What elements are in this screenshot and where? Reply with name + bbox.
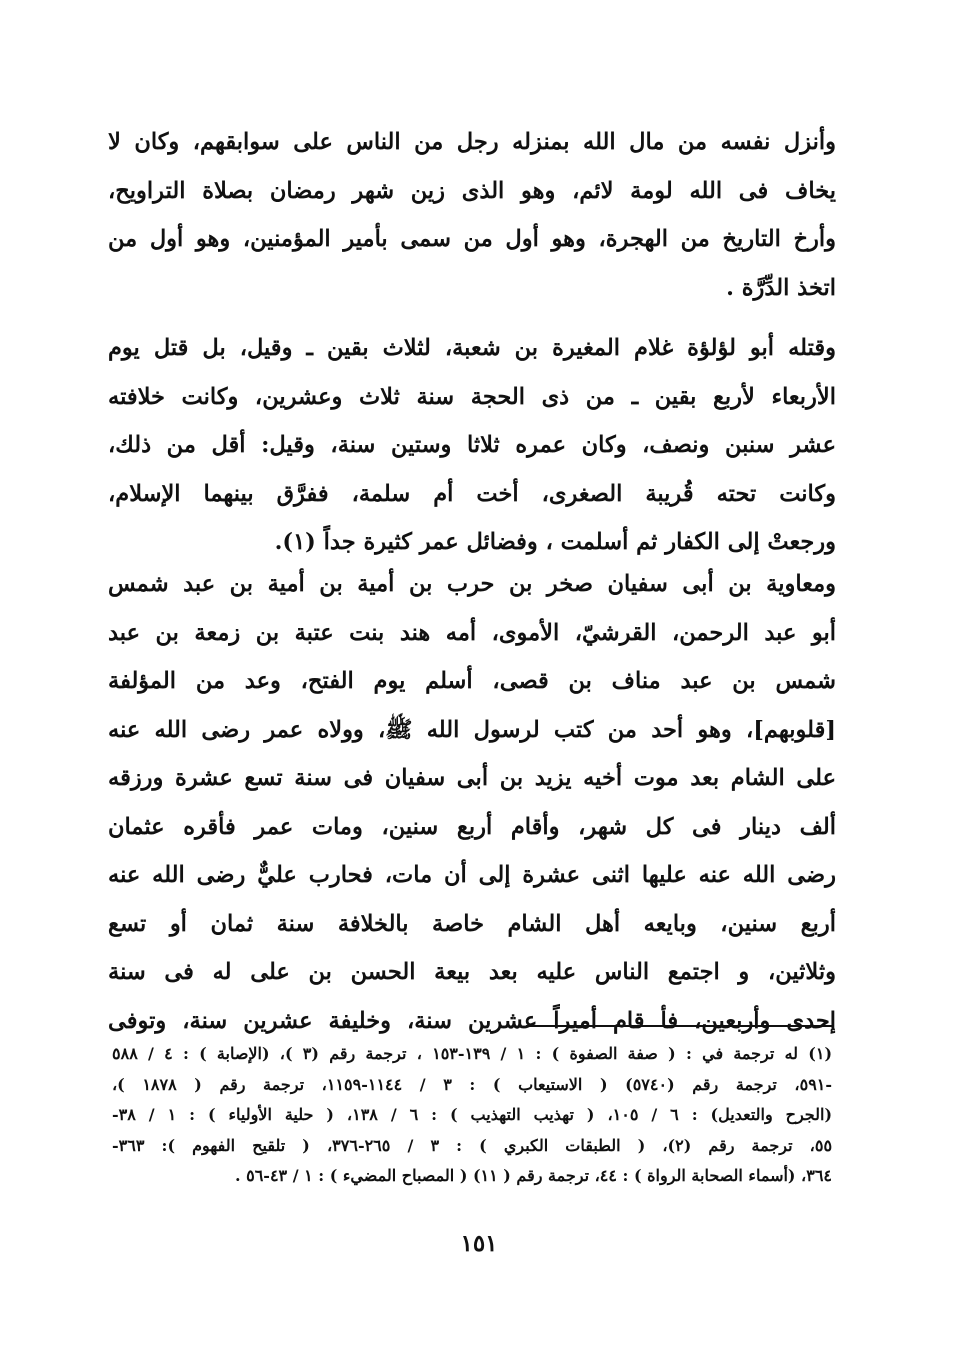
text-line: وقتله أبو لؤلؤة غلام المغيرة بن شعبة، لثلاث بقين ـ وقيل، بل قتل يوم bbox=[108, 335, 836, 361]
text-line: [قلوبهم]، وهو أحد من كتب لرسول الله ﷺ، وولاه عمر رضى الله عنه bbox=[108, 716, 836, 743]
text-line: وأنزل نفسه من مال الله بمنزله رجل من الناس على سوابقهم، وكان لا bbox=[108, 129, 836, 155]
text-line: وأرخ التاريخ من الهجرة، وهو أول من سمى بأمير المؤمنين، وهو أول من bbox=[108, 226, 836, 252]
footnote-line: (١) له ترجمة في : ( صفة الصفوة ) : ١ / ١٣٩-١٥٣ ، ترجمة رقم (٣ )، (الإصابة ) : ٤ / ٥٨٨ bbox=[112, 1044, 833, 1063]
text-line: ألف دينار فى كل شهر، وأقام أربع سنين، ومات عمر فأقره عثمان bbox=[108, 813, 836, 840]
text-line: إحدى وأربعين، فأ قام أميراً عشرين سنة، وخليفة عشرين سنة، وتوفى bbox=[108, 1007, 836, 1034]
text-line: يخاف فى الله لومة لائم، وهو الذى زين شهر رمضان بصلاة التراويح، bbox=[108, 177, 836, 204]
text-line: شمس بن عبد مناف بن قصى، أسلم يوم الفتح، وعد من المؤلفة bbox=[108, 668, 836, 694]
text-line: اتخذ الدِّرَّة . bbox=[726, 274, 836, 301]
text-line: ومعاوية بن أبى سفيان صخر بن حرب بن أمية بن أمية بن عبد شمس bbox=[108, 571, 836, 597]
page-number: ١٥١ bbox=[460, 1230, 498, 1257]
footnote-line: ٣٦٤، (أسماء الصحابة الرواة ) : ٤٤، ترجمة رقم ( ١١) ( المصباح المضيء ) : ١ / ٤٣-٥٦ . bbox=[234, 1166, 832, 1185]
text-line: أربع سنين، وبايعه أهل الشام خاصة بالخلافة سنة ثمان أو تسع bbox=[108, 910, 836, 937]
text-line: أبو عبد الرحمن، القرشيّ، الأموى، أمه هند بنت عتبة بن زمعة بن عبد bbox=[108, 619, 836, 646]
text-line: وكانت تحته قُريبة الصغرى، أخت أم سلمة، ففرَّق بينهما الإسلام، bbox=[108, 480, 836, 507]
text-line: الأربعاء لأربع بقين ـ من ذى الحجة سنة ثلاث وعشرين، وكانت خلافته bbox=[108, 383, 836, 410]
footnote-separator bbox=[526, 1025, 832, 1027]
footnote-line: -٥٩١، ترجمة رقم (٥٧٤٠) ( الاستيعاب ) : ٣ / ١١٤٤-١١٥٩، ترجمة رقم ( ١٨٧٨ )، bbox=[112, 1074, 833, 1094]
paragraph-muawiya bbox=[108, 560, 836, 1045]
paragraph-umar-death bbox=[108, 324, 836, 567]
footnotes bbox=[112, 1039, 832, 1192]
footnote-line: (الجرح والتعديل) : ٦ / ١٠٥، ( تهذيب التهذيب ) : ٦ / ١٣٨، ( حلية الأولياء ) : ١ / ٣٨- bbox=[112, 1105, 833, 1124]
paragraph-umar-virtues bbox=[108, 118, 836, 312]
text-line: وثلاثين، و اجتمع الناس عليه بعد بيعة الحسن بن على له فى سنة bbox=[108, 959, 836, 985]
text-line: ورجعتْ إلى الكفار ثم أسلمت ، وفضائل عمر كثيرة جداً (١). bbox=[274, 529, 836, 555]
text-line: رضى الله عنه عليها اثنى عشرة إلى أن مات، فحارب عليٌّ رضى الله عنه bbox=[108, 862, 836, 888]
text-line: عشر سنبن ونصف، وكان عمره ثلاثا وستين سنة، وقيل: أقل من ذلك، bbox=[108, 432, 836, 458]
text-line: على الشام بعد موت أخيه يزيد بن أبى سفيان فى سنة تسع عشرة ورزقه bbox=[108, 765, 836, 791]
footnote-line: ٥٥، ترجمة رقم (٢)، ( الطبقات الكبري ) : ٣ / ٢٦٥-٣٧٦، ( تلقيح الفهوم ): ٣٦٣- bbox=[112, 1135, 833, 1155]
